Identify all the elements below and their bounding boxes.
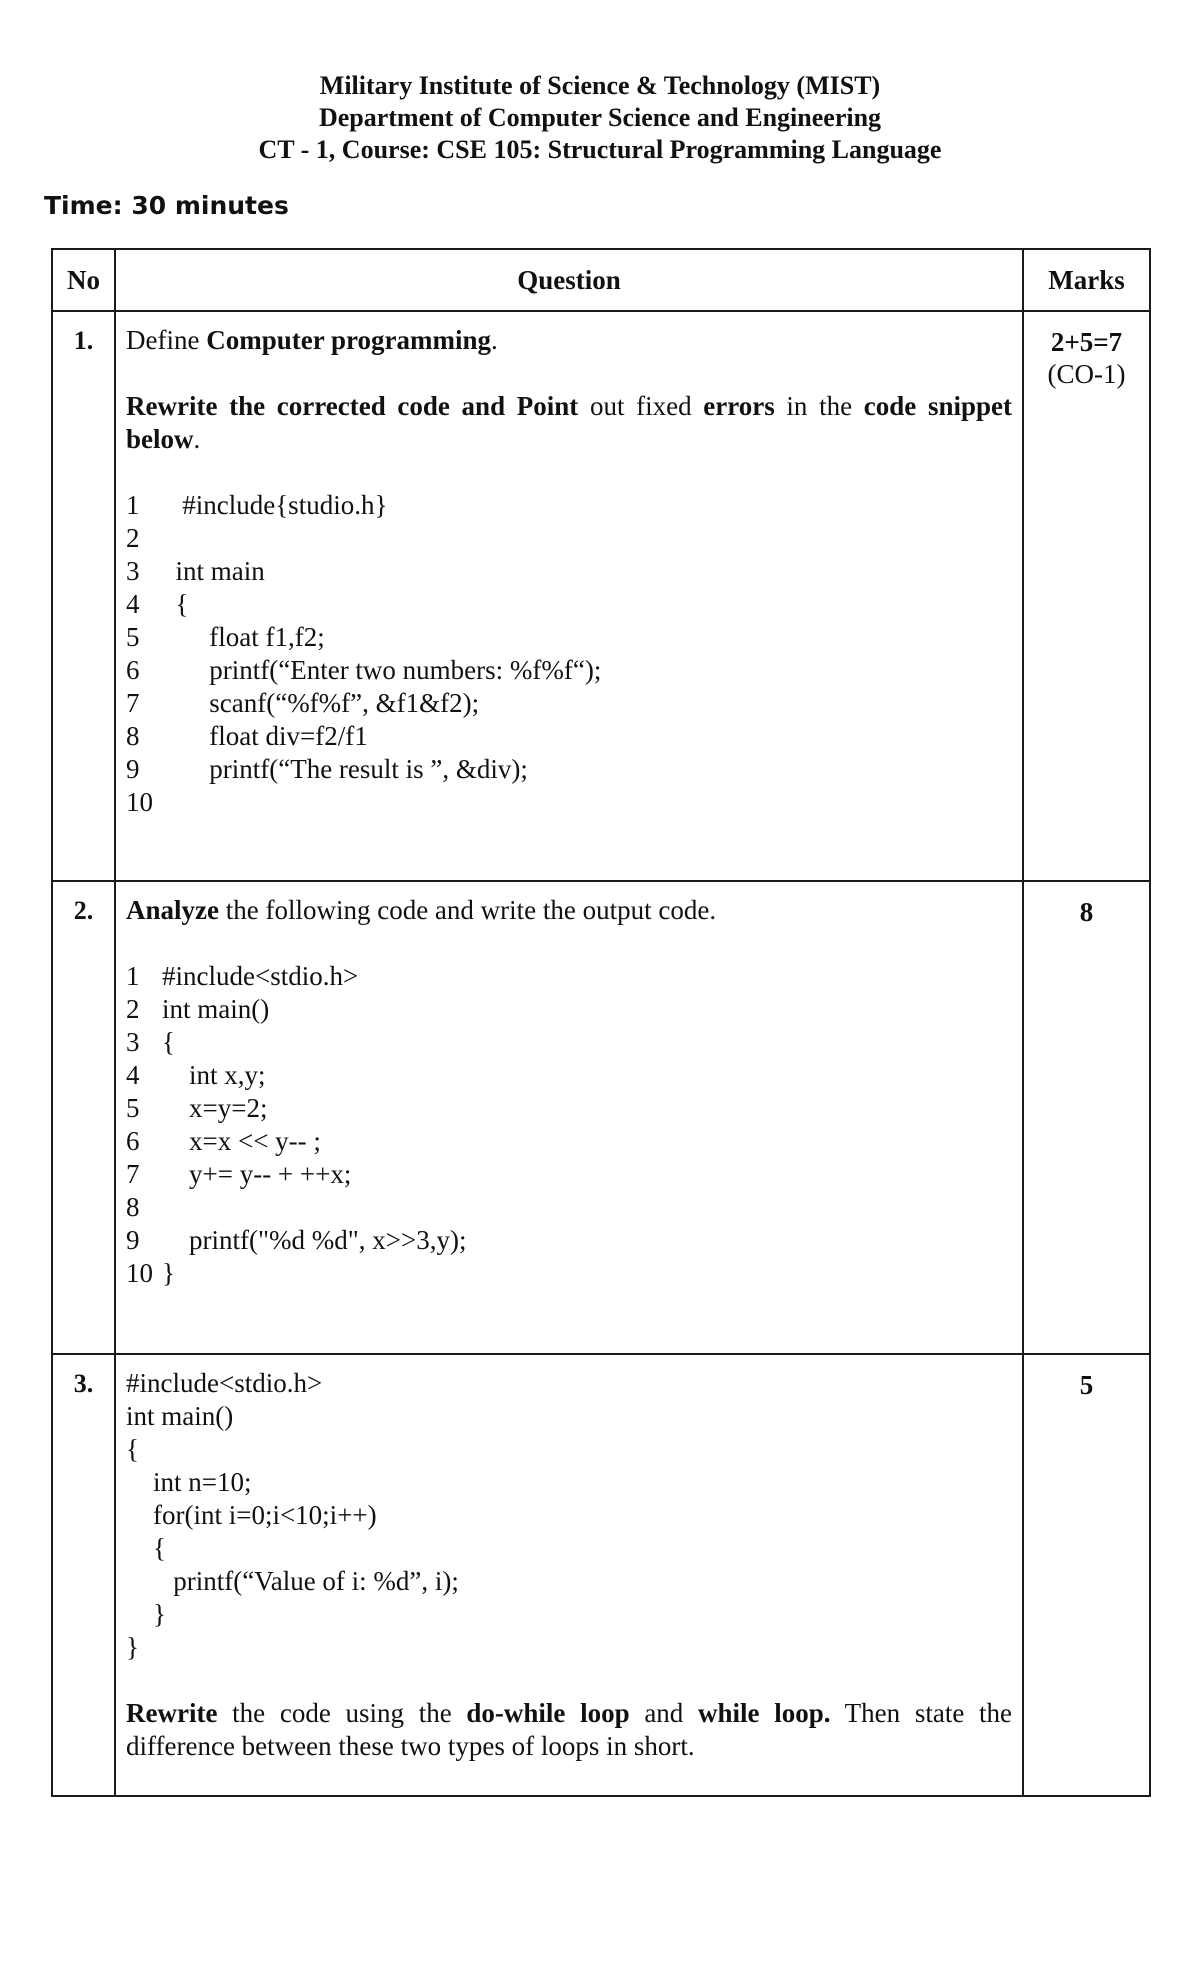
line-number: 7 — [126, 688, 140, 718]
text-span: the following code and write the output code. — [218, 895, 717, 925]
exam-header — [0, 70, 1200, 166]
code-line — [126, 1158, 1012, 1191]
text-span: in the — [774, 391, 864, 421]
line-number: 9 — [126, 1225, 140, 1255]
code-text: int x,y; — [162, 1060, 266, 1090]
bold-term: errors — [703, 391, 775, 421]
line-number: 3 — [126, 1027, 140, 1057]
code-line — [126, 960, 1012, 993]
code-line — [126, 522, 1012, 555]
code-text: for(int i=0;i<10;i++) — [126, 1500, 377, 1530]
course-outcome: (CO-1) — [1047, 359, 1126, 389]
code-line — [126, 1257, 1012, 1290]
code-text: #include<stdio.h> — [126, 1368, 323, 1398]
code-text: } — [162, 1258, 175, 1288]
line-number: 4 — [126, 589, 140, 619]
code-text: printf(“Enter two numbers: %f%f“); — [162, 655, 602, 685]
code-line — [126, 1598, 1012, 1631]
marks-cell-2 — [1023, 881, 1150, 1354]
code-line — [126, 588, 1012, 621]
table-header-row — [52, 249, 1150, 311]
line-number: 6 — [126, 1126, 140, 1156]
line-number: 10 — [126, 787, 153, 817]
text-span: . — [193, 424, 201, 454]
question-row-1 — [52, 311, 1150, 881]
code-line — [126, 1367, 1012, 1400]
text-span: out fixed — [578, 391, 704, 421]
header-no: No — [52, 249, 115, 311]
question-table — [51, 248, 1151, 1797]
analyze-instruction — [126, 894, 1012, 927]
question-body-3 — [115, 1354, 1023, 1796]
code-text: printf(“The result is ”, &div); — [162, 754, 528, 784]
code-line — [126, 1433, 1012, 1466]
bold-term: while loop. — [698, 1698, 831, 1728]
code-text: printf("%d %d", x>>3,y); — [162, 1225, 467, 1255]
code-text: } — [126, 1599, 166, 1629]
line-number: 9 — [126, 754, 140, 784]
code-snippet-1 — [126, 489, 1012, 819]
code-text: } — [126, 1632, 139, 1662]
code-text: float div=f2/f1 — [162, 721, 368, 751]
question-row-3 — [52, 1354, 1150, 1796]
bold-term: Computer programming — [206, 325, 491, 355]
line-number: 2 — [126, 994, 140, 1024]
code-line — [126, 654, 1012, 687]
text-span: Then state the difference between these two types of loops in short. — [126, 1698, 1013, 1761]
marks-value: 8 — [1079, 897, 1094, 927]
code-snippet-2 — [126, 960, 1012, 1290]
code-text: { — [126, 1434, 139, 1464]
define-instruction — [126, 324, 1012, 357]
text-span: the code using the — [217, 1698, 467, 1728]
marks-cell-1 — [1023, 311, 1150, 881]
bold-term: Rewrite — [126, 1698, 218, 1728]
line-number: 3 — [126, 556, 140, 586]
line-number: 4 — [126, 1060, 140, 1090]
code-line — [126, 753, 1012, 786]
marks-value: 2+5=7 — [1050, 327, 1123, 357]
code-text: #include<stdio.h> — [162, 961, 359, 991]
code-text: int main() — [126, 1401, 234, 1431]
line-number: 2 — [126, 523, 140, 553]
text-span: and — [629, 1698, 698, 1728]
code-text: #include{studio.h} — [162, 490, 388, 520]
line-number: 7 — [126, 1159, 140, 1189]
rewrite-loop-instruction — [126, 1697, 1012, 1763]
code-line — [126, 1499, 1012, 1532]
header-marks: Marks — [1023, 249, 1150, 311]
bold-term: Rewrite the corrected code and Point — [126, 391, 579, 421]
code-line — [126, 1532, 1012, 1565]
code-line — [126, 1125, 1012, 1158]
code-text: { — [162, 1027, 175, 1057]
question-body-1 — [115, 311, 1023, 881]
institute-name: Military Institute of Science & Technology (MIST) — [319, 71, 881, 100]
code-text: x=y=2; — [162, 1093, 268, 1123]
code-line — [126, 1631, 1012, 1664]
line-number: 10 — [126, 1258, 153, 1288]
code-line — [126, 1026, 1012, 1059]
code-line — [126, 1224, 1012, 1257]
line-number: 8 — [126, 721, 140, 751]
header-question: Question — [115, 249, 1023, 311]
code-text: int main — [162, 556, 265, 586]
question-number: 1. — [52, 311, 115, 881]
code-line — [126, 1191, 1012, 1224]
bold-term: do-while loop — [466, 1698, 630, 1728]
department-name: Department of Computer Science and Engineering — [318, 103, 882, 132]
code-text: { — [162, 589, 189, 619]
code-line — [126, 786, 1012, 819]
line-number: 5 — [126, 622, 140, 652]
code-line — [126, 1466, 1012, 1499]
course-title: CT - 1, Course: CSE 105: Structural Programming Language — [258, 135, 942, 164]
question-row-2 — [52, 881, 1150, 1354]
code-text: scanf(“%f%f”, &f1&f2); — [162, 688, 480, 718]
marks-value: 5 — [1079, 1370, 1094, 1400]
line-number: 1 — [126, 490, 140, 520]
code-line — [126, 993, 1012, 1026]
code-line — [126, 489, 1012, 522]
code-text: int n=10; — [126, 1467, 252, 1497]
question-number: 2. — [52, 881, 115, 1354]
line-number: 1 — [126, 961, 140, 991]
bold-term: Analyze — [126, 895, 219, 925]
code-line — [126, 555, 1012, 588]
text-span: Define — [126, 325, 207, 355]
code-line — [126, 1092, 1012, 1125]
code-line — [126, 1400, 1012, 1433]
code-text: { — [126, 1533, 166, 1563]
code-text: float f1,f2; — [162, 622, 325, 652]
line-number: 6 — [126, 655, 140, 685]
line-number: 8 — [126, 1192, 140, 1222]
code-text: printf(“Value of i: %d”, i); — [126, 1566, 459, 1596]
code-text: x=x << y-- ; — [162, 1126, 321, 1156]
code-text: int main() — [162, 994, 270, 1024]
rewrite-instruction — [126, 390, 1012, 456]
time-limit: Time: 30 minutes — [44, 191, 289, 220]
question-body-2 — [115, 881, 1023, 1354]
code-line — [126, 621, 1012, 654]
line-number: 5 — [126, 1093, 140, 1123]
marks-cell-3 — [1023, 1354, 1150, 1796]
question-number: 3. — [52, 1354, 115, 1796]
text-span: . — [490, 325, 498, 355]
code-line — [126, 720, 1012, 753]
code-snippet-3 — [126, 1367, 1012, 1664]
bold-term: code snippet below — [126, 391, 1012, 454]
code-line — [126, 687, 1012, 720]
code-line — [126, 1565, 1012, 1598]
code-line — [126, 1059, 1012, 1092]
code-text: y+= y-- + ++x; — [162, 1159, 352, 1189]
